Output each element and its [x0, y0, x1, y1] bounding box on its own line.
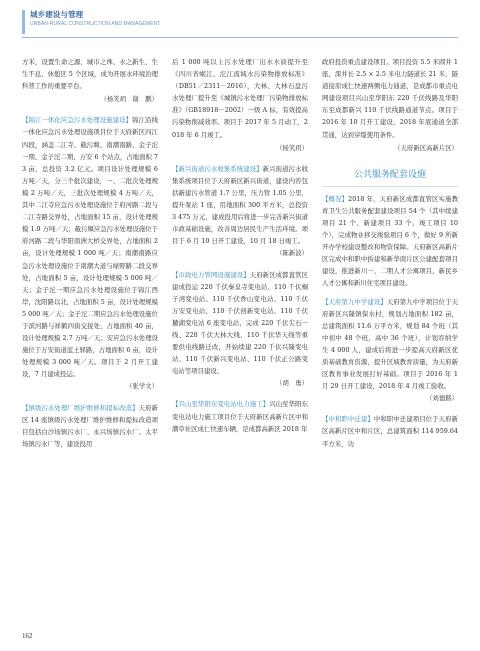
- paragraph: 方米，设置生命之源、城市之珠、水之新生、生生不息、休憩区 5 个区域，成为开展水环境治理科普工作的重要平台。: [22, 58, 158, 91]
- article-entry: [22, 114, 158, 380]
- entry-body: 锦江沿线一体化应急污水处理设施项目位于天府新区四江四段，涵盖二江寺、截污堰、南潮南路、金子沱一期、金子沱二期、万安 6 个站点，占地面积 73 亩，总投资 3.2 亿元。项目设计处理规模 6 万吨／天，分三个批次建设，一、二批次处理规模 2 万吨／天，三批次处理规模 4 万吨／天，其中二江寺应急污水处理设施位于府河路二段与二江寺路交界处，占地面积 15 亩，设计处理规模 1.9 万吨／天；截污堰应急污水处理设施位于府河路二段与华阳南洲大桥交界处，占地面积 2 亩，设计处理规模 1 000 吨／天；南潮南路应急污水处理设施位于南潮大道与绿野路二段交界处，占地面积 5 亩，设计处理规模 5 000 吨／天；金子沱一期应急污水处理设施位于锦江西岸，沈阳路以北，占地面积 5 亩，设计处理规模 5 000 吨／天；金子沱二期应急污水处理设施位于滨河路与祥鹤四街交接处，占地面积 40 亩，设计处理规模 2.7 万吨／天；安应急污水处理设施位于万安街道蓝土驿路，占地面积 6 亩，设计处理规模 3 000 吨／天。项目于 2 月开工建设，7 月建成投运。: [22, 116, 158, 379]
- paragraph: 后 1 000 吨以上污水处理厂出水水质提升至《四川省岷江、沱江流域水污染物排放标准》（DB51／2311－2016），大林、大林石盘污水处理厂提升至《城镇污水处理厂污染物排放标准》（GB18918－2002）一级 A 标，有效提高污染物削减效率。项目于 2017 年 5 月动工，2018 年 6 月竣工。: [172, 58, 308, 139]
- column-2: [172, 56, 308, 628]
- entry-body: 天府新区成都直管区建成投运 220 千伏秦皇寺变电站、110 千伏桐子湾变电站、110 千伏香山变电站、110 千伏万安变电站、110 千伏创新变电站、110 千伏麓湖变电站 6 座变电站，完成 220 千伏尖石一线、220 千伏大林大线、110 千伏华天线等重要供电线路迁改，开始续建 220 千伏兴隆变电站、110 千伏新兴变电站、110 千伏正公路变电站等项目建设。: [172, 270, 308, 376]
- entry-body: 新兴街道污水收集系统项目位于天府新区新兴街道，建设内容包括新建污水管道 1.7 公里，压力管 1.05 公里，提升泵站 1 座，用地面积 300 平方米，总投资 3 475 万元，建成投用后将进一步完善新兴街道市政基础设施，改善周边居民生产生活环境。项目于 6 月 10 日开工建设，10 月 18 日竣工。: [172, 164, 308, 246]
- entry-title: 【概况】: [322, 194, 349, 203]
- author-signature: （刘德銘）: [426, 394, 458, 403]
- entry-body: 天府新区 14 座镇级污水处理厂维护维修和提标改造项目包括白沙场镇污水厂、永兴场镇污水厂、太平场镇污水厂等，建设投用: [22, 403, 158, 448]
- article-entry: [172, 269, 308, 378]
- author-signature: （张学文）: [126, 382, 158, 391]
- section-heading: 公共服务配套设施: [322, 164, 458, 187]
- entry-title: 【镇级污水处理厂维护维修和提标改造】: [22, 403, 139, 412]
- entry-body: 天府第九中学项目位于天府新区兴隆镇保水村，规划占地面积 182 亩，总建筑面积 11.6 万平方米，规划 84 个班（其中初中 48 个班，高中 36 个班），计划容纳学生 4 000 人，建成后将进一步提高天府新区优质基础教育资源，提升区域教育质量，为天府新区教育事业发展打好基础。项目于 2016 年 1 月 29 日开工建设，2018 年 4 月竣工验收。: [322, 297, 458, 391]
- author-signature: （天府新区高新片区）: [394, 143, 458, 152]
- article-entry: [172, 163, 308, 248]
- author-signature: （杨笑玥 谢 鹏）: [100, 95, 158, 104]
- article-entry: [22, 402, 158, 450]
- header-title: 城乡建设与管理: [30, 10, 84, 19]
- header-subtitle: URBAN-RURAL CONSTRUCTION AND MANAGEMENT: [30, 21, 161, 27]
- article-entry: [322, 193, 458, 290]
- author-signature: （胡 勇）: [276, 379, 308, 388]
- header-divider: [22, 37, 458, 38]
- column-1: [22, 56, 158, 628]
- entry-title: 【市政电力管网设施建设】: [172, 270, 250, 279]
- running-header: [22, 6, 458, 46]
- article-entry: [172, 398, 308, 434]
- article-entry: [322, 413, 458, 449]
- paragraph: 政府投资重点建设项目。项目投资 5.5 米圆井 1 座，深井长 2.5 × 2.5 米电力隧道长 21 米，隧道接原成仁快速两侧电力通道，是成都市重点电网建设项目兴山至华阳东 220 千伏线路及华阳东至成都新兴 110 千伏线路通道节点。项目于 2016 年 10 月开工建设，2018 年底通道全部贯通，达到穿缆使用条件。: [322, 58, 458, 139]
- entry-body: 中和职中迁建项目位于天府新区高新片区中和片区，总建筑面积 114 959.64 平方米，功: [322, 415, 458, 448]
- entry-title: 【天府第九中学建设】: [322, 297, 387, 306]
- author-signature: （陈新波）: [276, 249, 308, 258]
- entry-title: 【锦江一体化应急污水处理设施建设】: [22, 116, 133, 125]
- page-number: 162: [22, 632, 33, 640]
- column-3: [322, 56, 458, 628]
- entry-title: 【新兴街道污水收集系统建设】: [172, 164, 263, 173]
- entry-body: 兴山至华阳东变电站电力施工项目位于天府新区高新片区中和潮草社区成仁快速车辆，是成都高新区 2018 年: [172, 400, 308, 433]
- article-entry: [322, 296, 458, 393]
- entry-body: 2018 年，天府新区成都直管区实施教育卫生公共服务配套建设项目 54 个（其中续建项目 21 个、新建项目 33 个，竣工项目 10 个），完成物业移交竣验项目 6 个，做好 9 所新开办学校建设整改和物资保障。天府新区高新片区完成中和职中拆建和新华南片区公建配套项目建设，推进新川一、二期人才公寓项目、新民乡人才公寓和新川住宅项目建设。: [322, 194, 458, 288]
- header-accent-bar: [22, 10, 25, 34]
- entry-title: 【中和职中迁建】: [322, 415, 374, 424]
- entry-title: 【兴山至华阳东变电站电力施工】: [172, 400, 270, 409]
- author-signature: （杨笑玥）: [276, 143, 308, 152]
